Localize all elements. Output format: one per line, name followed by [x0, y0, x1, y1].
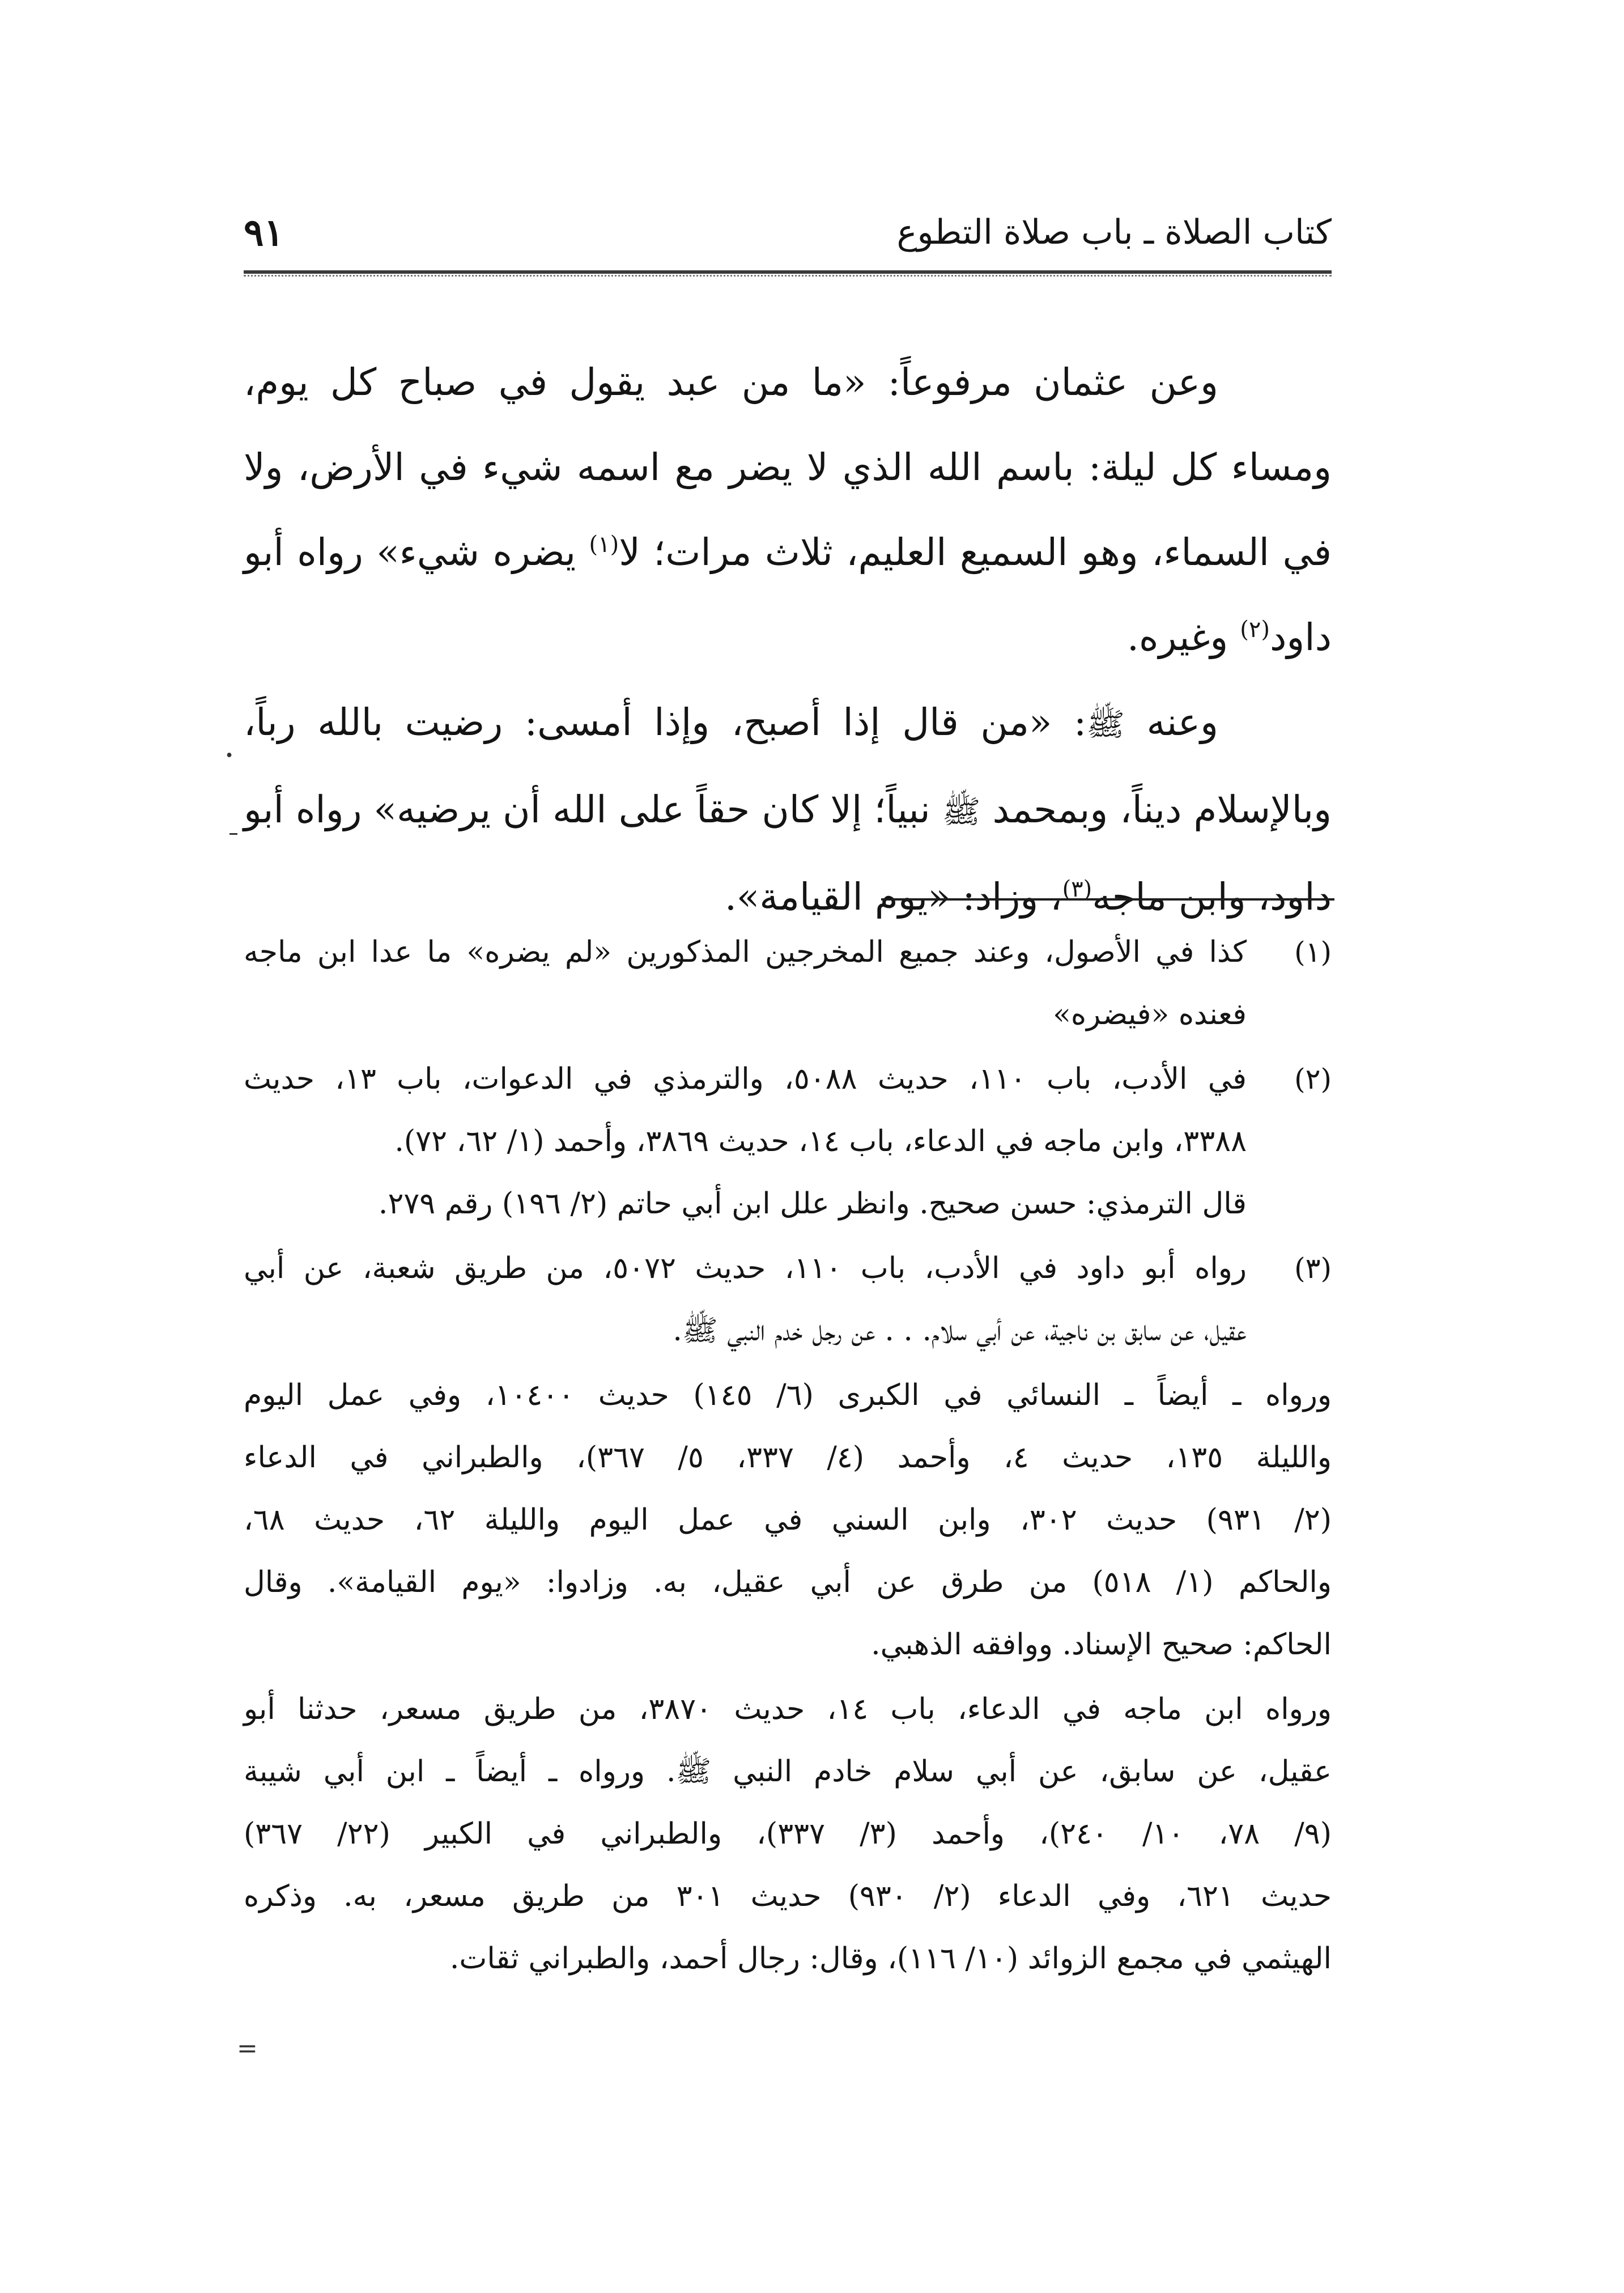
- footnote-line: ورواه ابن ماجه في الدعاء، باب ١٤، حديث ٣٨٧٠، من طريق مسعر، حدثنا أبو: [244, 1692, 1332, 1726]
- footnote-number: (١): [1294, 936, 1332, 969]
- main-line: السميع العليم، ثلاث مرات؛ لا: [619, 530, 1068, 574]
- continuation-mark: =: [237, 2034, 258, 2063]
- footnote-3: [244, 1237, 1332, 1362]
- main-text: [244, 340, 1332, 940]
- footnote-line: عقيل، عن سابق، عن أبي سلام خادم النبي ﷺ. ورواه ـ أيضاً ـ ابن أبي شيبة: [244, 1755, 1332, 1789]
- footnote-line: (٩/ ٧٨، ١٠/ ٢٤٠)، وأحمد (٣/ ٣٣٧)، والطبراني في الكبير (٢٢/ ٣٦٧): [244, 1817, 1332, 1851]
- footnote-line: عقيل، عن سابق بن ناجية، عن أبي سلام. . . عن رجل خدم النبي ﷺ.: [673, 1314, 1247, 1348]
- header-rule: [244, 270, 1332, 277]
- main-line: وعن عثمان مرفوعاً: «ما من عبد يقول في صباح كل يوم، ومساء كل: [244, 360, 1332, 489]
- footnote-1: [244, 921, 1332, 1046]
- main-line: ليلة: باسم الله الذي لا يضر مع اسمه شيء في الأرض، ولا في السماء، وهو: [244, 445, 1332, 574]
- paragraph-uthman-hadith: [244, 340, 1332, 680]
- main-segment: ، وزاد: «يوم القيامة».: [724, 875, 1062, 919]
- footnote-line: قال الترمذي: حسن صحيح. وانظر علل ابن أبي حاتم (٢/ ١٩٦) رقم ٢٧٩.: [378, 1187, 1247, 1221]
- margin-dash: [229, 833, 237, 835]
- chapter-title: كتاب الصلاة ـ باب صلاة التطوع: [896, 213, 1332, 252]
- footnote-3-ibn-majah: [244, 1678, 1332, 1990]
- salawat-glyph: ﷺ: [942, 793, 981, 830]
- footnote-number: (٣): [1294, 1252, 1332, 1285]
- paragraph-radiitu-hadith: [244, 680, 1332, 940]
- main-segment: ديناً، وبمحمد: [980, 788, 1182, 831]
- footnote-line: رواه أبو داود في الأدب، باب ١١٠، حديث ٥٠٧٢، من طريق شعبة، عن أبي: [244, 1251, 1247, 1285]
- footnote-line: الهيثمي في مجمع الزوائد (١٠/ ١١٦)، وقال: رجال أحمد، والطبراني ثقات.: [449, 1942, 1332, 1976]
- running-header: [244, 207, 1332, 275]
- margin-dot: .: [224, 725, 235, 765]
- main-segment: ماجه: [1092, 875, 1167, 919]
- footnote-separator: [881, 898, 1334, 901]
- footnote-line: والحاكم (١/ ٥١٨) من طرق عن أبي عقيل، به. وزادوا: «يوم القيامة». وقال: [244, 1565, 1332, 1599]
- footnote-line: كذا في الأصول، وعند جميع المخرجين المذكورين «لم يضره» ما عدا ابن ماجه: [244, 935, 1247, 969]
- salawat-glyph: ﷺ: [1086, 706, 1125, 743]
- main-segment: : «من قال إذا أصبح، وإذا أمسى: رضيت بالله رباً، وبالإسلام: [244, 700, 1332, 831]
- footnote-ref-3[interactable]: (٣): [1062, 876, 1092, 902]
- footnote-line: فعنده «فيضره»: [1053, 997, 1247, 1031]
- page-number: ٩١: [244, 210, 284, 254]
- main-segment: وعنه: [1124, 700, 1218, 744]
- footnote-3-nasai: [244, 1364, 1332, 1676]
- footnote-line: (٢/ ٩٣١) حديث ٣٠٢، وابن السني في عمل اليوم والليلة ٦٢، حديث ٦٨،: [244, 1503, 1332, 1537]
- main-segment: نبياً؛ إلا كان حقاً على الله أن يرضيه» رواه أبو داود، وابن: [244, 788, 1332, 919]
- footnote-ref-1[interactable]: (١): [589, 532, 619, 558]
- footnote-line: حديث ٦٢١، وفي الدعاء (٢/ ٩٣٠) حديث ٣٠١ من طريق مسعر، به. وذكره: [244, 1879, 1332, 1913]
- footnote-line: في الأدب، باب ١١٠، حديث ٥٠٨٨، والترمذي في الدعوات، باب ١٣، حديث: [244, 1062, 1247, 1096]
- footnote-line: ورواه ـ أيضاً ـ النسائي في الكبرى (٦/ ١٤٥) حديث ١٠٤٠٠، وفي عمل اليوم: [244, 1378, 1332, 1412]
- footnote-line: ٣٣٨٨، وابن ماجه في الدعاء، باب ١٤، حديث ٣٨٦٩، وأحمد (١/ ٦٢، ٧٢).: [394, 1124, 1247, 1158]
- footnote-number: (٢): [1294, 1063, 1332, 1095]
- footnote-line: والليلة ١٣٥، حديث ٤، وأحمد (٤/ ٣٣٧، ٥/ ٣٦٧)، والطبراني في الدعاء: [244, 1441, 1332, 1475]
- footnote-line: الحاكم: صحيح الإسناد. ووافقه الذهبي.: [871, 1628, 1332, 1662]
- footnote-2: [244, 1048, 1332, 1235]
- main-line: يضره شيء» رواه أبو داود: [244, 530, 1332, 659]
- footnotes: [244, 921, 1332, 1990]
- main-line: وغيره.: [1127, 615, 1240, 659]
- footnote-ref-2[interactable]: (٢): [1240, 617, 1270, 643]
